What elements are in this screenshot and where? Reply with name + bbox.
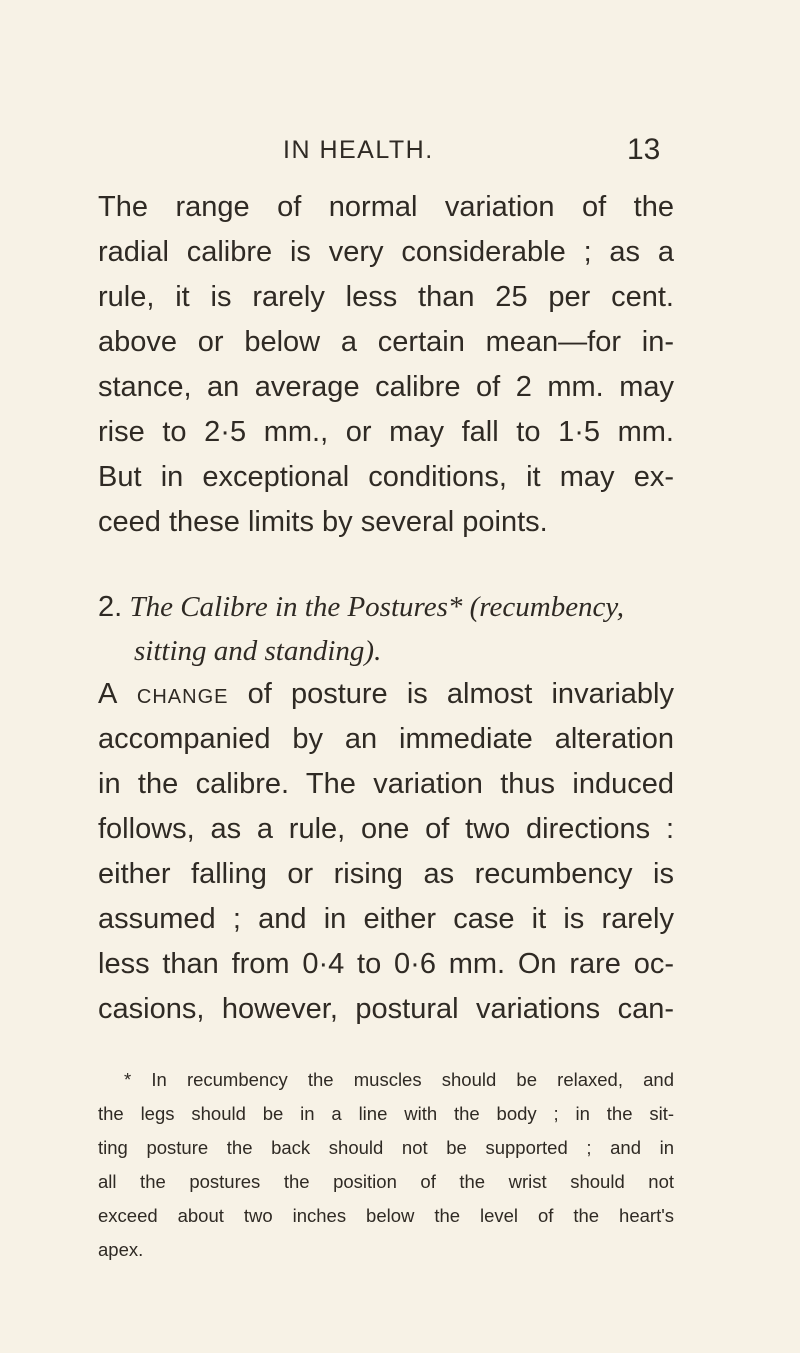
running-head [0,130,800,170]
section-number: 2. [98,591,123,623]
text-line: rise to 2·5 mm., or may fall to 1·5 mm. [98,416,674,448]
text-line: The range of normal variation of the [98,191,674,223]
text-line: ceed these limits by several points. [98,506,548,538]
text-line: But in exceptional conditions, it may ex- [98,461,674,493]
footnote-line: ting posture the back should not be supported ; and in [98,1137,674,1158]
paragraph-posture-change [98,672,674,1032]
footnote-line: exceed about two inches below the level of the heart's [98,1205,674,1226]
text-line: casions, however, postural variations can- [98,993,674,1025]
text-line: accompanied by an immediate alteration [98,723,674,755]
footnote-line: all the postures the position of the wrist should not [98,1171,674,1192]
section-title-part-1: The Calibre in the Postures* (recumbency, [129,591,624,623]
text-line: follows, as a rule, one of two directions : [98,813,674,845]
footnote [98,1063,674,1267]
footnote-line: the legs should be in a line with the body ; in the sit- [98,1103,674,1124]
paragraph-calibre-variation [98,185,674,545]
section-heading-line-1 [98,585,678,629]
text-line: in the calibre. The variation thus induced [98,768,674,800]
running-title: IN HEALTH. [283,136,434,164]
text-line: above or below a certain mean—for in- [98,326,674,358]
text-line: less than from 0·4 to 0·6 mm. On rare oc- [98,948,674,980]
page-number: 13 [627,133,661,166]
text-line [98,672,674,717]
footnote-line: * In recumbency the muscles should be relaxed, and [124,1069,674,1090]
section-heading-line-2: sitting and standing). [134,635,382,667]
text-line: rule, it is rarely less than 25 per cent. [98,281,674,313]
text-line: either falling or rising as recumbency is [98,858,674,890]
text-line: assumed ; and in either case it is rarely [98,903,674,935]
text-line: radial calibre is very considerable ; as a [98,236,674,268]
lead-small-caps: A change [98,678,229,710]
section-heading [98,585,678,673]
text-line: stance, an average calibre of 2 mm. may [98,371,674,403]
line-rest: of posture is almost invariably [228,678,674,710]
footnote-line: apex. [98,1239,144,1260]
